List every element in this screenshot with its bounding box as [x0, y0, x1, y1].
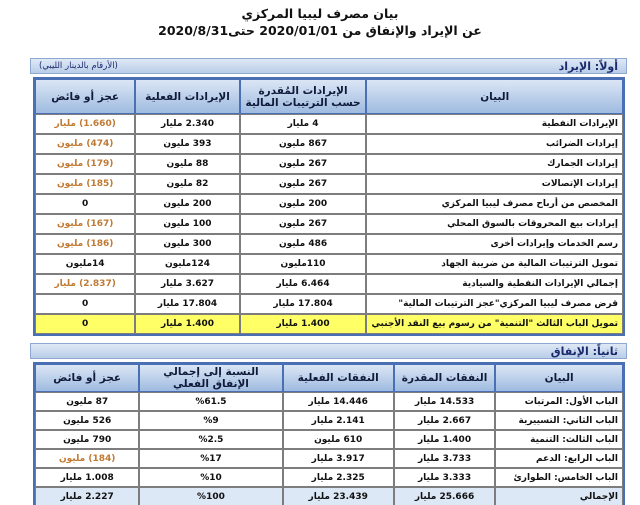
- row-actual: 17.804 مليار: [135, 294, 239, 314]
- row-deficit: (179) مليون: [35, 154, 135, 174]
- row-actual: 2.141 مليار: [283, 411, 394, 430]
- row-actual: 610 مليون: [283, 430, 394, 449]
- table-row: [35, 254, 623, 274]
- row-actual: 200 مليون: [135, 194, 239, 214]
- row-desc: الباب الرابع: الدعم: [495, 449, 623, 468]
- row-planned: 867 مليون: [240, 134, 367, 154]
- row-desc: تمويل الترتيبات المالية من ضريبة الجهاد: [366, 254, 623, 274]
- row-ratio: %100: [139, 487, 282, 505]
- row-deficit: (167) مليون: [35, 214, 135, 234]
- row-deficit: (185) مليون: [35, 174, 135, 194]
- row-desc: قرض مصرف ليبيا المركزي"عجز الترتيبات المالية": [366, 294, 623, 314]
- col-ratio: النسبة إلى إجمالي الإنفاق الفعلي: [139, 364, 282, 392]
- row-desc: إيرادات الإتصالات: [366, 174, 623, 194]
- expense-header-row: [35, 364, 623, 392]
- table-row: [35, 449, 623, 468]
- col-deficit: عجز أو فائض: [35, 79, 135, 114]
- row-planned: 6.464 مليار: [240, 274, 367, 294]
- row-planned: 3.733 مليار: [394, 449, 495, 468]
- row-desc: الباب الأول: المرتبات: [495, 392, 623, 411]
- revenue-table: [33, 77, 625, 336]
- row-deficit: 0: [35, 294, 135, 314]
- row-actual: 100 مليون: [135, 214, 239, 234]
- table-row: [35, 294, 623, 314]
- table-row-total: [35, 487, 623, 505]
- table-row: [35, 154, 623, 174]
- table-row: [35, 468, 623, 487]
- row-desc: الإيرادات النفطية: [366, 114, 623, 134]
- row-desc: الباب الثاني: التسييرية: [495, 411, 623, 430]
- table-row: [35, 134, 623, 154]
- row-planned: 267 مليون: [240, 174, 367, 194]
- row-desc: تمويل الباب الثالث "التنمية" من رسوم بيع النقد الأجنبي: [366, 314, 623, 334]
- row-planned: 3.333 مليار: [394, 468, 495, 487]
- revenue-section-band: [30, 58, 627, 74]
- row-desc: الباب الخامس: الطوارئ: [495, 468, 623, 487]
- row-desc: إيرادات الجمارك: [366, 154, 623, 174]
- expense-section-label: ثانياً: الإنفاق: [550, 345, 618, 358]
- row-deficit: (2.837) مليار: [35, 274, 135, 294]
- row-deficit: (184) مليون: [35, 449, 139, 468]
- row-deficit: (1.660) مليار: [35, 114, 135, 134]
- row-actual: 3.627 مليار: [135, 274, 239, 294]
- row-deficit: (474) مليون: [35, 134, 135, 154]
- row-deficit: 1.008 مليار: [35, 468, 139, 487]
- row-actual: 1.400 مليار: [135, 314, 239, 334]
- row-deficit: 0: [35, 194, 135, 214]
- table-row: [35, 114, 623, 134]
- table-row: [35, 234, 623, 254]
- table-row: [35, 214, 623, 234]
- table-row: [35, 194, 623, 214]
- row-actual: 393 مليون: [135, 134, 239, 154]
- table-row-highlighted: [35, 314, 623, 334]
- row-planned: 486 مليون: [240, 234, 367, 254]
- row-planned: 4 مليار: [240, 114, 367, 134]
- col-desc: البيان: [495, 364, 623, 392]
- row-ratio: %10: [139, 468, 282, 487]
- row-planned: 110مليون: [240, 254, 367, 274]
- col-planned: النفقات المقدرة: [394, 364, 495, 392]
- row-actual: 82 مليون: [135, 174, 239, 194]
- row-planned: 1.400 مليار: [394, 430, 495, 449]
- row-deficit: 2.227 مليار: [35, 487, 139, 505]
- col-actual: الإيرادات الفعلية: [135, 79, 239, 114]
- col-planned: الإيرادات المُقدرة حسب الترتيبات المالية: [240, 79, 367, 114]
- row-deficit: (186) مليون: [35, 234, 135, 254]
- row-planned: 1.400 مليار: [240, 314, 367, 334]
- row-actual: 2.340 مليار: [135, 114, 239, 134]
- col-actual: النفقات الفعلية: [283, 364, 394, 392]
- row-desc: الباب الثالث: التنمية: [495, 430, 623, 449]
- units-note: (الأرقام بالدينار الليبي): [39, 61, 118, 71]
- row-actual: 14.446 مليار: [283, 392, 394, 411]
- row-desc: إيرادات بيع المحروقات بالسوق المحلي: [366, 214, 623, 234]
- row-planned: 14.533 مليار: [394, 392, 495, 411]
- table-row: [35, 430, 623, 449]
- row-planned: 2.667 مليار: [394, 411, 495, 430]
- row-deficit: 790 مليون: [35, 430, 139, 449]
- table-row: [35, 411, 623, 430]
- row-actual: 88 مليون: [135, 154, 239, 174]
- row-ratio: %61.5: [139, 392, 282, 411]
- row-actual: 300 مليون: [135, 234, 239, 254]
- row-actual: 124مليون: [135, 254, 239, 274]
- row-ratio: %17: [139, 449, 282, 468]
- row-actual: 2.325 مليار: [283, 468, 394, 487]
- row-desc: إيرادات الضرائب: [366, 134, 623, 154]
- table-row: [35, 174, 623, 194]
- row-deficit: 0: [35, 314, 135, 334]
- statement-title: بيان مصرف ليبيا المركزي: [241, 6, 399, 21]
- row-actual: 3.917 مليار: [283, 449, 394, 468]
- row-planned: 17.804 مليار: [240, 294, 367, 314]
- row-planned: 25.666 مليار: [394, 487, 495, 505]
- row-desc: رسم الخدمات وإيرادات أخرى: [366, 234, 623, 254]
- row-deficit: 14مليون: [35, 254, 135, 274]
- row-desc: الإجمالي: [495, 487, 623, 505]
- row-ratio: %2.5: [139, 430, 282, 449]
- revenue-header-row: [35, 79, 623, 114]
- statement-period: عن الإيراد والإنفاق من 2020/01/01 حتى2020/8/31: [158, 23, 482, 38]
- row-planned: 200 مليون: [240, 194, 367, 214]
- table-row: [35, 274, 623, 294]
- row-deficit: 87 مليون: [35, 392, 139, 411]
- row-planned: 267 مليون: [240, 214, 367, 234]
- revenue-section-label: أولاً: الإيراد: [558, 60, 618, 73]
- expense-table: [33, 362, 625, 505]
- col-deficit: عجز أو فائض: [35, 364, 139, 392]
- row-desc: إجمالي الإيرادات النفطية والسيادية: [366, 274, 623, 294]
- expense-section-band: [30, 343, 627, 359]
- row-planned: 267 مليون: [240, 154, 367, 174]
- col-desc: البيان: [366, 79, 623, 114]
- row-deficit: 526 مليون: [35, 411, 139, 430]
- row-ratio: %9: [139, 411, 282, 430]
- row-actual: 23.439 مليار: [283, 487, 394, 505]
- table-row: [35, 392, 623, 411]
- row-desc: المخصص من أرباح مصرف ليبيا المركزي: [366, 194, 623, 214]
